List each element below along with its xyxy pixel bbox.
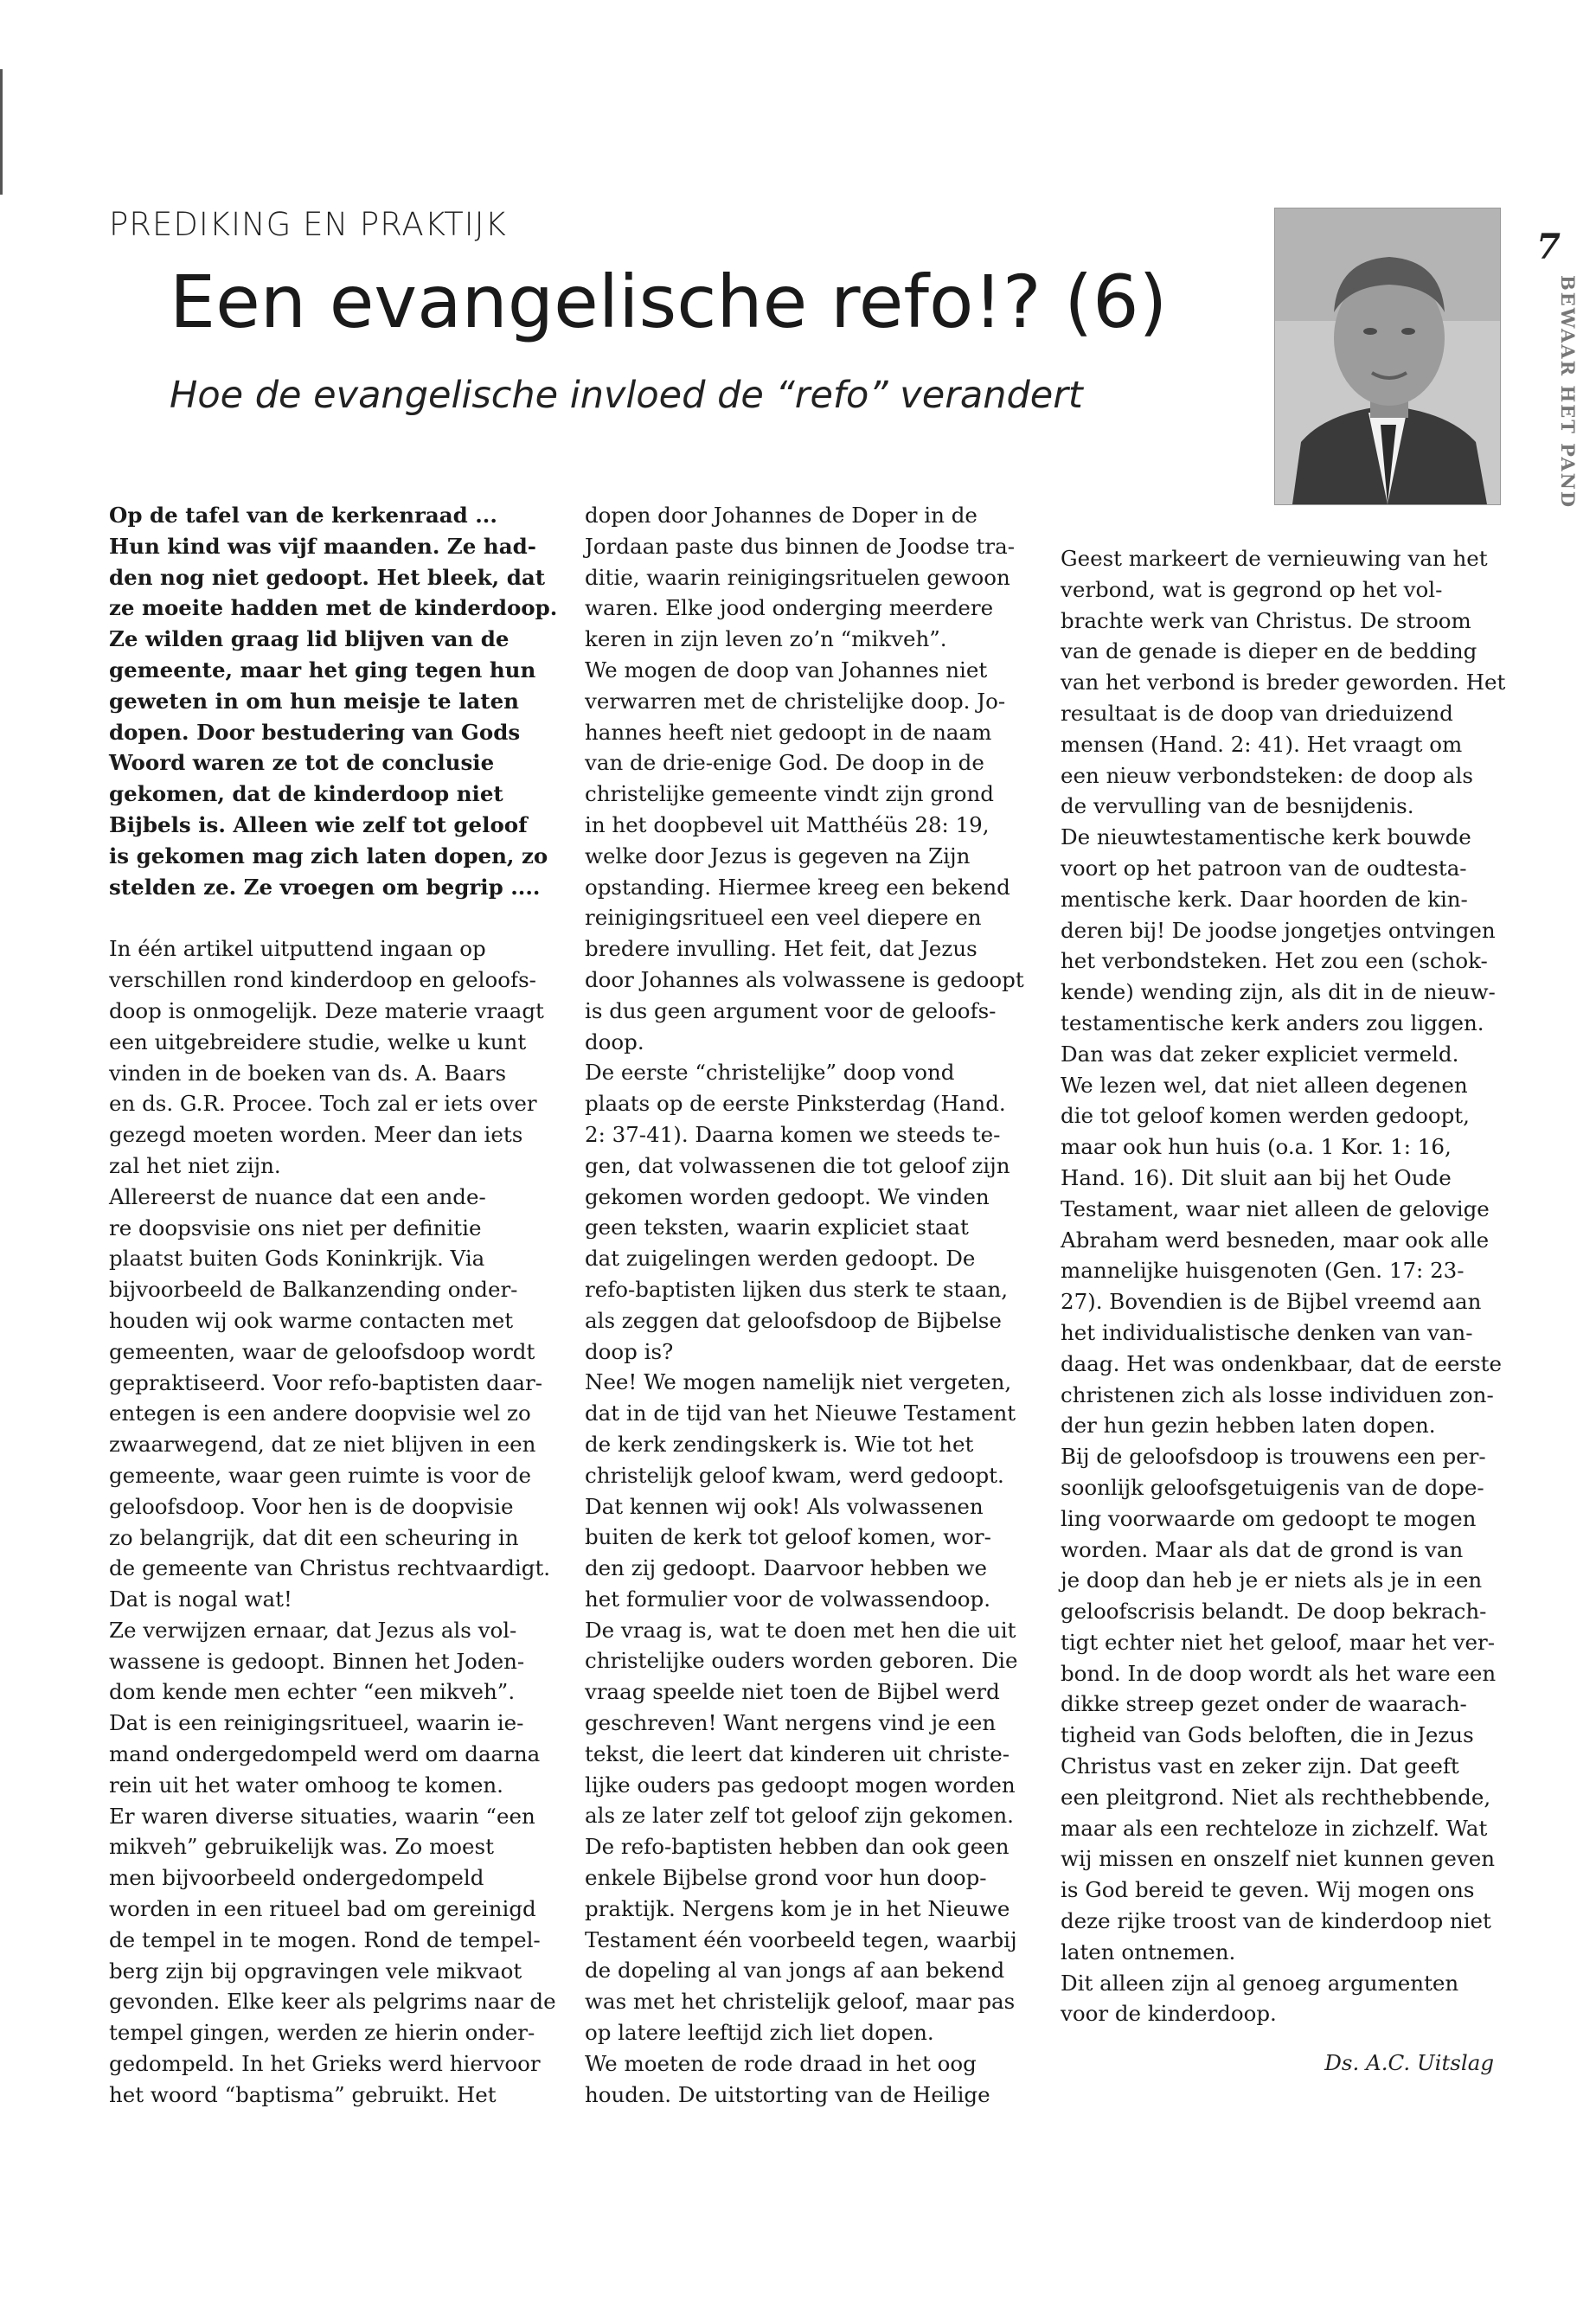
body-line: christelijke gemeente vindt zijn grond — [585, 781, 994, 807]
author-signature: Ds. A.C. Uitslag — [1324, 2050, 1494, 2075]
body-line: plaats op de eerste Pinksterdag (Hand. — [585, 1091, 1006, 1117]
body-line: de vervulling van de besnijdenis. — [1061, 793, 1414, 819]
body-line: Dan was dat zeker expliciet vermeld. — [1061, 1041, 1459, 1067]
author-portrait-image — [1275, 208, 1500, 504]
body-line: doop is onmogelijk. Deze materie vraagt — [109, 997, 544, 1023]
body-line: We lezen wel, dat niet alleen degenen — [1061, 1072, 1468, 1098]
body-line: worden in een ritueel bad om gereinigd — [109, 1896, 536, 1922]
body-line: rein uit het water omhoog te komen. — [109, 1772, 503, 1798]
body-line: De vraag is, wat te doen met hen die uit — [585, 1617, 1016, 1643]
body-line: het verbondsteken. Het zou een (schok- — [1061, 948, 1488, 974]
body-line: bredere invulling. Het feit, dat Jezus — [585, 936, 977, 962]
body-line: buiten de kerk tot geloof komen, wor- — [585, 1524, 991, 1550]
body-line: We moeten de rode draad in het oog — [585, 2050, 977, 2076]
body-line: geen teksten, waarin expliciet staat — [585, 1215, 969, 1240]
body-line: was met het christelijk geloof, maar pas — [585, 1989, 1016, 2015]
body-line: christelijk geloof kwam, werd gedoopt. — [585, 1462, 1004, 1488]
intro-line: Ze wilden graag lid blijven van de — [109, 626, 510, 652]
body-line: een pleitgrond. Niet als rechthebbende, — [1061, 1784, 1491, 1810]
intro-line: ze moeite hadden met de kinderdoop. — [109, 595, 558, 621]
body-line: geloofscrisis belandt. De doop bekrach- — [1061, 1599, 1487, 1625]
body-line: de tempel in te mogen. Rond de tempel- — [109, 1926, 541, 1952]
body-line: Jordaan paste dus binnen de Joodse tra- — [585, 533, 1015, 559]
article-title: Een evangelische refo!? (6) — [170, 260, 1168, 344]
body-line: Dit alleen zijn al genoeg argumenten — [1061, 1970, 1459, 1996]
body-line: doop is? — [585, 1338, 674, 1364]
body-line: ling voorwaarde om gedoopt te mogen — [1061, 1505, 1477, 1531]
body-line: berg zijn bij opgravingen vele mikvaot — [109, 1958, 522, 1984]
body-line: wassene is gedoopt. Binnen het Joden- — [109, 1648, 525, 1674]
intro-line: Hun kind was vijf maanden. Ze had- — [109, 533, 536, 559]
body-line: bond. In de doop wordt als het ware een — [1061, 1660, 1497, 1686]
body-line: voort op het patroon van de oudtesta- — [1061, 855, 1467, 881]
body-line: voor de kinderdoop. — [1061, 2001, 1277, 2027]
body-line: worden. Maar als dat de grond is van — [1061, 1536, 1464, 1562]
body-line: daag. Het was ondenkbaar, dat de eerste — [1061, 1350, 1502, 1376]
body-line: is dus geen argument voor de geloofs- — [585, 997, 997, 1023]
body-line: de gemeente van Christus rechtvaardigt. — [109, 1555, 551, 1581]
section-side-label: BEWAAR HET PAND — [1557, 275, 1579, 510]
body-line: gedompeld. In het Grieks werd hiervoor — [109, 2051, 541, 2077]
body-line: De eerste “christelijke” doop vond — [585, 1060, 955, 1086]
body-line: welke door Jezus is gegeven na Zijn — [585, 843, 971, 868]
article-body-column-1 — [109, 933, 559, 2110]
intro-line: Woord waren ze tot de conclusie — [109, 750, 495, 776]
body-line: het woord “baptisma” gebruikt. Het — [109, 2081, 497, 2107]
body-line: houden wij ook warme contacten met — [109, 1307, 514, 1333]
body-line: verwarren met de christelijke doop. Jo- — [585, 688, 1006, 714]
body-line: wij missen en onszelf niet kunnen geven — [1061, 1846, 1496, 1872]
body-line: tempel gingen, werden ze hierin onder- — [109, 2020, 535, 2046]
intro-line: gekomen, dat de kinderdoop niet — [109, 781, 503, 807]
body-line: christenen zich als losse individuen zon- — [1061, 1381, 1494, 1407]
body-line: vraag speelde niet toen de Bijbel werd — [585, 1679, 1000, 1705]
body-line: de dopeling al van jongs af aan bekend — [585, 1958, 1005, 1984]
body-line: is God bereid te geven. Wij mogen ons — [1061, 1877, 1475, 1903]
section-label: PREDIKING EN PRAKTIJK — [109, 206, 507, 243]
page-number: 7 — [1536, 227, 1561, 267]
body-line: Testament één voorbeeld tegen, waarbij — [585, 1926, 1017, 1952]
body-line: mensen (Hand. 2: 41). Het vraagt om — [1061, 731, 1463, 757]
body-line: Nee! We mogen namelijk niet vergeten, — [585, 1369, 1012, 1395]
page-edge-mark — [0, 69, 3, 195]
intro-line: Op de tafel van de kerkenraad ... — [109, 503, 497, 528]
body-line: soonlijk geloofsgetuigenis van de dope- — [1061, 1474, 1484, 1500]
article-column-2 — [585, 500, 1035, 2110]
intro-line: geweten in om hun meisje te laten — [109, 688, 519, 714]
body-line: deren bij! De joodse jongetjes ontvingen — [1061, 917, 1496, 943]
body-line: tigt echter niet het geloof, maar het ver- — [1061, 1629, 1495, 1655]
body-line: lijke ouders pas gedoopt mogen worden — [585, 1772, 1016, 1798]
body-line: op latere leeftijd zich liet dopen. — [585, 2020, 934, 2046]
body-line: het formulier voor de volwassendoop. — [585, 1586, 991, 1612]
body-line: Hand. 16). Dit sluit aan bij het Oude — [1061, 1164, 1452, 1190]
body-line: vinden in de boeken van ds. A. Baars — [109, 1060, 507, 1086]
body-line: een uitgebreidere studie, welke u kunt — [109, 1029, 527, 1054]
body-line: 27). Bovendien is de Bijbel vreemd aan — [1061, 1289, 1482, 1315]
body-line: tigheid van Gods beloften, die in Jezus — [1061, 1722, 1474, 1748]
body-line: Christus vast en zeker zijn. Dat geeft — [1061, 1753, 1459, 1779]
body-line: refo-baptisten lijken dus sterk te staan, — [585, 1276, 1009, 1302]
body-line: een nieuw verbondsteken: de doop als — [1061, 762, 1473, 788]
body-line: geloofsdoop. Voor hen is de doopvisie — [109, 1493, 514, 1519]
intro-line: den nog niet gedoopt. Het bleek, dat — [109, 564, 546, 590]
body-line: gevonden. Elke keer als pelgrims naar de — [109, 1989, 556, 2015]
intro-line: Bijbels is. Alleen wie zelf tot geloof — [109, 811, 528, 837]
body-line: als zeggen dat geloofsdoop de Bijbelse — [585, 1307, 1002, 1333]
body-line: houden. De uitstorting van de Heilige — [585, 2081, 990, 2107]
body-line: Allereerst de nuance dat een ande- — [109, 1183, 486, 1209]
body-line: zwaarwegend, dat ze niet blijven in een — [109, 1432, 536, 1458]
body-line: Ze verwijzen ernaar, dat Jezus als vol- — [109, 1617, 517, 1643]
body-line: laten ontnemen. — [1061, 1939, 1236, 1965]
body-line: mentische kerk. Daar hoorden de kin- — [1061, 886, 1468, 912]
body-line: Bij de geloofsdoop is trouwens een per- — [1061, 1444, 1486, 1470]
body-line: tekst, die leert dat kinderen uit christe- — [585, 1740, 1010, 1766]
body-line: van de drie-enige God. De doop in de — [585, 750, 984, 776]
body-line: hannes heeft niet gedoopt in de naam — [585, 719, 992, 745]
body-line: dopen door Johannes de Doper in de — [585, 503, 977, 528]
body-line: enkele Bijbelse grond voor hun doop- — [585, 1865, 987, 1891]
body-line: en ds. G.R. Procee. Toch zal er iets over — [109, 1091, 537, 1117]
body-line: We mogen de doop van Johannes niet — [585, 657, 988, 683]
body-line: Dat kennen wij ook! Als volwassenen — [585, 1493, 984, 1519]
body-line: dat in de tijd van het Nieuwe Testament — [585, 1400, 1016, 1426]
body-line: dat zuigelingen werden gedoopt. De — [585, 1246, 976, 1272]
body-line: Abraham werd besneden, maar ook alle — [1061, 1227, 1490, 1253]
body-line: gepraktiseerd. Voor refo-baptisten daar- — [109, 1369, 543, 1395]
article-subtitle: Hoe de evangelische invloed de “refo” verandert — [170, 374, 1083, 417]
body-line: verschillen rond kinderdoop en geloofs- — [109, 967, 536, 993]
body-line: doop. — [585, 1029, 644, 1054]
body-line: zo belangrijk, dat dit een scheuring in — [109, 1524, 519, 1550]
body-line: opstanding. Hiermee kreeg een bekend — [585, 874, 1010, 900]
body-line: dom kende men echter “een mikveh”. — [109, 1679, 516, 1705]
body-line: door Johannes als volwassene is gedoopt — [585, 966, 1024, 992]
body-line: mand ondergedompeld werd om daarna — [109, 1741, 541, 1767]
body-line: re doopsvisie ons niet per definitie — [109, 1215, 482, 1240]
body-line: ditie, waarin reinigingsrituelen gewoon — [585, 564, 1010, 590]
body-line: Testament, waar niet alleen de gelovige — [1061, 1195, 1490, 1221]
body-line: van de genade is dieper en de bedding — [1061, 638, 1477, 664]
body-line: der hun gezin hebben laten dopen. — [1061, 1413, 1436, 1439]
body-line: mikveh” gebruikelijk was. Zo moest — [109, 1834, 494, 1860]
body-line: De nieuwtestamentische kerk bouwde — [1061, 824, 1471, 850]
body-line: keren in zijn leven zo’n “mikveh”. — [585, 626, 947, 652]
body-line: In één artikel uitputtend ingaan op — [109, 936, 486, 962]
body-line: 2: 37-41). Daarna komen we steeds te- — [585, 1121, 1001, 1147]
paragraph-gap — [109, 902, 559, 933]
body-line: reinigingsritueel een veel diepere en — [585, 905, 982, 931]
body-line: in het doopbevel uit Matthéüs 28: 19, — [585, 811, 990, 837]
body-line: testamentische kerk anders zou liggen. — [1061, 1009, 1484, 1035]
intro-line: stelden ze. Ze vroegen om begrip .... — [109, 874, 541, 900]
article-column-3 — [1061, 543, 1510, 2029]
body-line: het individualistische denken van van- — [1061, 1319, 1473, 1345]
intro-line: dopen. Door bestudering van Gods — [109, 719, 521, 745]
body-line: dikke streep gezet onder de waarach- — [1061, 1691, 1467, 1717]
body-line: geschreven! Want nergens vind je een — [585, 1710, 997, 1736]
body-line: de kerk zendingskerk is. Wie tot het — [585, 1431, 974, 1457]
body-line: den zij gedoopt. Daarvoor hebben we — [585, 1555, 987, 1581]
body-line: gezegd moeten worden. Meer dan iets — [109, 1122, 523, 1148]
body-line: men bijvoorbeeld ondergedompeld — [109, 1865, 484, 1891]
body-line: gen, dat volwassenen die tot geloof zijn — [585, 1152, 1010, 1178]
body-line: Dat is een reinigingsritueel, waarin ie- — [109, 1710, 524, 1736]
intro-line: is gekomen mag zich laten dopen, zo — [109, 843, 548, 868]
body-line: waren. Elke jood onderging meerdere — [585, 595, 994, 621]
body-line: praktijk. Nergens kom je in het Nieuwe — [585, 1895, 1010, 1921]
body-line: Er waren diverse situaties, waarin “een — [109, 1803, 535, 1829]
body-line: brachte werk van Christus. De stroom — [1061, 607, 1471, 633]
body-line: zal het niet zijn. — [109, 1152, 281, 1178]
body-line: je doop dan heb je er niets als je in een — [1061, 1567, 1483, 1593]
body-line: kende) wending zijn, als dit in de nieuw- — [1061, 979, 1496, 1005]
body-line: mannelijke huisgenoten (Gen. 17: 23- — [1061, 1258, 1465, 1284]
body-line: christelijke ouders worden geboren. Die — [585, 1648, 1018, 1674]
author-photo — [1274, 208, 1501, 505]
body-line: gemeente, waar geen ruimte is voor de — [109, 1462, 531, 1488]
body-line: bijvoorbeeld de Balkanzending onder- — [109, 1277, 518, 1303]
body-line: maar ook hun huis (o.a. 1 Kor. 1: 16, — [1061, 1134, 1452, 1160]
body-line: Geest markeert de vernieuwing van het — [1061, 546, 1488, 571]
body-line: als ze later zelf tot geloof zijn gekomen. — [585, 1803, 1014, 1829]
body-line: entegen is een andere doopvisie wel zo — [109, 1400, 531, 1426]
body-line: van het verbond is breder geworden. Het — [1061, 670, 1506, 695]
body-line: Dat is nogal wat! — [109, 1586, 292, 1612]
body-line: deze rijke troost van de kinderdoop niet — [1061, 1908, 1491, 1934]
body-line: maar als een rechteloze in zichzelf. Wat — [1061, 1815, 1488, 1841]
body-line: plaatst buiten Gods Koninkrijk. Via — [109, 1246, 485, 1272]
intro-line: gemeente, maar het ging tegen hun — [109, 657, 536, 683]
body-line: resultaat is de doop van drieduizend — [1061, 700, 1453, 726]
body-line: gekomen worden gedoopt. We vinden — [585, 1183, 990, 1209]
article-column-1 — [109, 500, 559, 2111]
body-line: verbond, wat is gegrond op het vol- — [1061, 576, 1443, 602]
body-line: De refo-baptisten hebben dan ook geen — [585, 1834, 1010, 1860]
body-line: die tot geloof komen werden gedoopt, — [1061, 1103, 1470, 1129]
article-intro — [109, 500, 559, 902]
body-line: gemeenten, waar de geloofsdoop wordt — [109, 1338, 535, 1364]
